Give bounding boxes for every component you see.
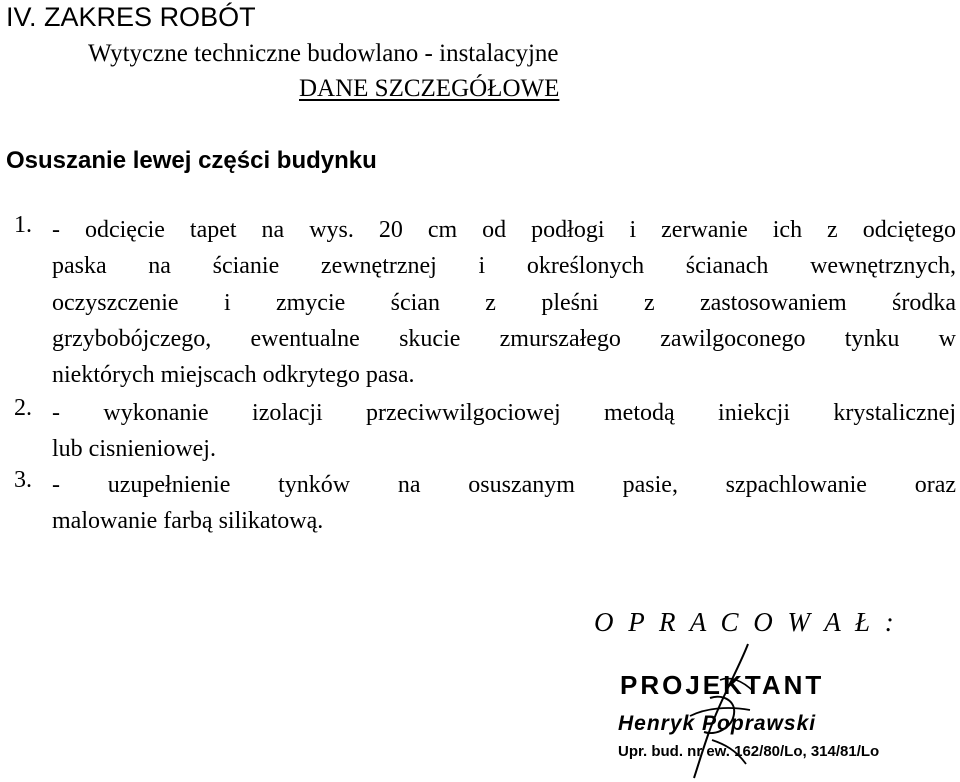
subheading: Wytyczne techniczne budowlano - instalacyjne [88, 40, 559, 67]
item-text [52, 395, 956, 468]
work-item-1 [6, 212, 956, 393]
detail-heading: DANE SZCZEGÓŁOWE [299, 75, 560, 102]
item-number: 3. [14, 467, 32, 493]
prepared-by-label: O P R A C O W A Ł : [594, 607, 898, 637]
text-line: grzybobójczego, ewentualne skucie zmurszałego zawilgoconego tynku w [52, 325, 956, 352]
item-text [52, 212, 956, 393]
text-line: - odcięcie tapet na wys. 20 cm od podłogi i zerwanie ich z odciętego [52, 217, 956, 243]
text-line: paska na ścianie zewnętrznej i określonych ścianach wewnętrznych, [52, 253, 956, 280]
section-title: Osuszanie lewej części budynku [6, 147, 377, 174]
item-number: 2. [14, 395, 32, 421]
stamp-company: PROJEKTANT [620, 670, 825, 700]
text-line: malowanie farbą silikatową. [52, 508, 324, 535]
text-line: niektórych miejscach odkrytego pasa. [52, 362, 415, 389]
work-item-2 [6, 395, 956, 468]
stamp-name: Henryk Poprawski [618, 712, 817, 735]
text-line: - wykonanie izolacji przeciwwilgociowej metodą iniekcji krystalicznej [52, 400, 956, 426]
text-line: lub cisnieniowej. [52, 436, 216, 463]
item-number: 1. [14, 212, 32, 238]
text-line: oczyszczenie i zmycie ścian z pleśni z zastosowaniem środka [52, 289, 956, 316]
section-heading: IV. ZAKRES ROBÓT [6, 2, 256, 32]
handwritten-signature [650, 640, 780, 780]
stamp-license: Upr. bud. nr ew. 162/80/Lo, 314/81/Lo [618, 743, 880, 760]
item-text [52, 467, 956, 540]
text-line: - uzupełnienie tynków na osuszanym pasie, szpachlowanie oraz [52, 472, 956, 498]
work-item-3 [6, 467, 956, 540]
